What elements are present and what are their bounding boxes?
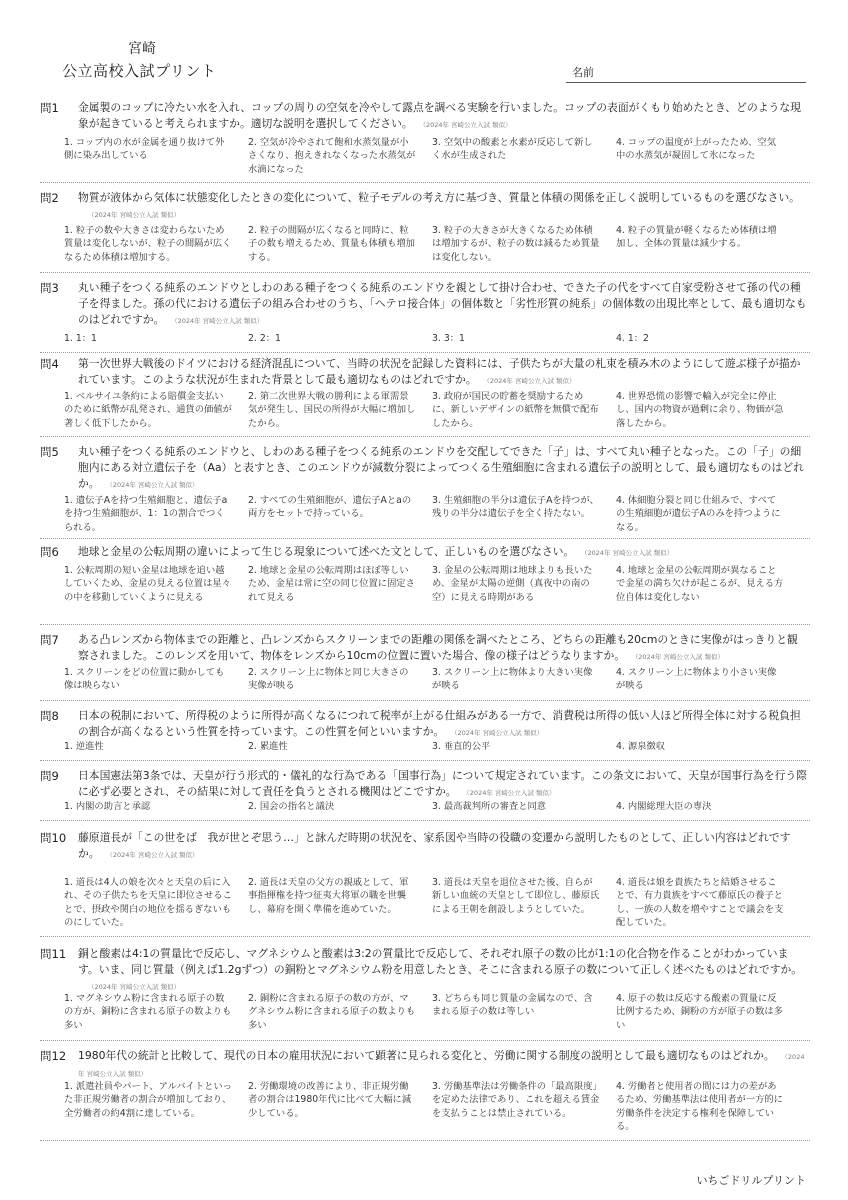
choice-option[interactable]: 4. 1：2 bbox=[616, 333, 649, 344]
choice-option[interactable]: 3. 生殖細胞の半分は遺伝子Aを持つが、残りの半分は遺伝子を全く持たない。 bbox=[432, 495, 599, 520]
choice-option[interactable]: 1. 公転周期の短い金星は地球を追い越していくため、金星の見える位置は星々の中を移動していくように見える bbox=[64, 565, 231, 603]
question-number: 問1 bbox=[40, 101, 59, 115]
divider bbox=[40, 182, 810, 183]
choice-option[interactable]: 1. 逆進性 bbox=[64, 741, 104, 752]
choice-option[interactable]: 3. 粒子の大きさが大きくなるため体積は増加するが、粒子の数は減るため質量は変化しない。 bbox=[432, 225, 600, 263]
choice-option[interactable]: 1. ベルサイユ条約による賠償金支払いのために紙幣が乱発され、通貨の価値が著しく低下したから。 bbox=[64, 391, 232, 429]
question-source: （2024年 宮崎公立入試 類似） bbox=[466, 789, 556, 797]
question-number: 問2 bbox=[40, 191, 59, 205]
choice-option[interactable]: 3. 労働基準法は労働条件の「最高限度」を定めた法律であり、これを超える賃金を支払うことは禁止されている。 bbox=[432, 1081, 600, 1119]
choice-option[interactable]: 3. 金星の公転周期は地球よりも長いため、金星が太陽の逆側（真夜中の南の空）に見える時期がある bbox=[432, 565, 593, 603]
divider bbox=[40, 700, 810, 701]
choice-option[interactable]: 2. 粒子の間隔が広くなると同時に、粒子の数も増えるため、質量も体積も増加する。 bbox=[248, 225, 415, 263]
choice-option[interactable]: 3. どちらも同じ質量の金属なので、含まれる原子の数は等しい bbox=[432, 993, 593, 1018]
question-source: （2024年 宮崎公立入試 類似） bbox=[635, 653, 724, 661]
question-text: ある凸レンズから物体までの距離と、凸レンズからスクリーンまでの距離の関係を調べたところ、どちらの距離も20cmのときに実像がはっきりと観察されました。このレンズを用いて、物体をレンズから10cmの位置に置いた場合、像の様子はどうなりますか。 （2024年 宮崎公立入試 類似） bbox=[78, 633, 798, 662]
choice-option[interactable]: 1. コップ内の水が金属を通り抜けて外側に染み出している bbox=[64, 137, 225, 162]
choice-option[interactable]: 3. 最高裁判所の審査と同意 bbox=[432, 801, 547, 812]
choice-option[interactable]: 2. 地球と金星の公転周期はほぼ等しいため、金星は常に空の同じ位置に固定されて見える bbox=[248, 565, 415, 603]
question-source: （2024年 宮崎公立入試 類似） bbox=[454, 729, 544, 737]
choice-option[interactable]: 4. 源泉徴収 bbox=[616, 741, 666, 752]
choice-option[interactable]: 4. 世界恐慌の影響で輸入が完全に停止し、国内の物資が過剰に余り、物価が急落したから。 bbox=[616, 391, 784, 429]
question-number: 問8 bbox=[40, 709, 59, 723]
divider bbox=[40, 1140, 810, 1141]
question-text: 藤原道長が「この世をば 我が世とぞ思う…」と詠んだ時期の状況を、家系図や当時の役職の変遷から説明したものとして、正しい内容はどれですか。 （2024年 宮崎公立入試 類似） bbox=[78, 831, 791, 860]
choice-option[interactable]: 2. 累進性 bbox=[248, 741, 288, 752]
question-number: 問5 bbox=[40, 445, 59, 459]
choice-option[interactable]: 3. 空気中の酸素と水素が反応して新しく水が生成された bbox=[432, 137, 593, 162]
choice-option[interactable]: 2. 道長は天皇の父方の親戚として、軍事指揮権を持つ征夷大将軍の職を世襲し、幕府を開く準備を進めていた。 bbox=[248, 877, 409, 915]
question-source: （2024年 宮崎公立入試 類似） bbox=[422, 121, 512, 129]
question-number: 問10 bbox=[40, 831, 67, 845]
divider bbox=[40, 352, 810, 353]
divider bbox=[40, 760, 810, 761]
choice-option[interactable]: 3. 3：1 bbox=[432, 333, 465, 344]
choice-option[interactable]: 3. 政府が国民の貯蓄を奨励するために、新しいデザインの紙幣を無償で配布したから。 bbox=[432, 391, 599, 429]
question-source: （2024年 宮崎公立入試 類似） bbox=[109, 481, 199, 489]
name-field[interactable] bbox=[566, 82, 806, 83]
question-text: 丸い種子をつくる純系のエンドウとしわのある種子をつくる純系のエンドウを親として掛け合わせ、できた子の代をすべて自家受粉させて孫の代の種子を得ました。孫の代における遺伝子の組み合わせのうち、「ヘテロ接合体」の個体数と「劣性形質の純系」の個体数の出現比率として、最も適切なものはどれですか。 （2024年 宮崎公立入試 類似） bbox=[78, 281, 807, 326]
choice-option[interactable]: 2. 2：1 bbox=[248, 333, 281, 344]
divider bbox=[40, 624, 810, 625]
divider bbox=[40, 936, 810, 937]
question-number: 問12 bbox=[40, 1049, 67, 1063]
name-label: 名前 bbox=[572, 66, 594, 79]
choice-option[interactable]: 1. 1：1 bbox=[64, 333, 97, 344]
divider bbox=[40, 538, 810, 539]
choice-option[interactable]: 4. 体細胞分裂と同じ仕組みで、すべての生殖細胞が遺伝子Aのみを持つようになる。 bbox=[616, 495, 781, 533]
choice-option[interactable]: 1. 派遣社員やパート、アルバイトといった非正規労働者の割合が増加しており、全労働者の約4割に達している。 bbox=[64, 1081, 233, 1119]
choice-option[interactable]: 4. 道長は娘を貴族たちと結婚させることで、有力貴族をすべて藤原氏の養子とし、一族の人数を増やすことで議会を支配していた。 bbox=[616, 877, 784, 929]
question-text: 地球と金星の公転周期の違いによって生じる現象について述べた文として、正しいものを選びなさい。 （2024年 宮崎公立入試 類似） bbox=[78, 545, 674, 558]
choice-option[interactable]: 2. すべての生殖細胞が、遺伝子Aとaの両方をセットで持っている。 bbox=[248, 495, 412, 520]
title-main: 公立高校入試プリント bbox=[62, 62, 217, 80]
choice-option[interactable]: 3. 垂直的公平 bbox=[432, 741, 491, 752]
question-source: （2024年 宮崎公立入試 類似） bbox=[486, 377, 576, 385]
question-text: 日本国憲法第3条では、天皇が行う形式的・儀礼的な行為である「国事行為」について規定されています。この条文において、天皇が国事行為を行う際に必ず必要とされ、その結果に対して責任を負うとされる機関はどこですか。 （2024年 宮崎公立入試 類似） bbox=[78, 769, 807, 798]
choice-option[interactable]: 4. 労働者と使用者の間には力の差があるため、労働基準法は使用者が一方的に労働条件を決定する権利を保障している。 bbox=[616, 1081, 783, 1133]
divider bbox=[40, 436, 810, 437]
divider bbox=[40, 1040, 810, 1041]
choice-option[interactable]: 4. 内閣総理大臣の専決 bbox=[616, 801, 712, 812]
choice-option[interactable]: 1. 内閣の助言と承認 bbox=[64, 801, 151, 812]
choice-option[interactable]: 4. スクリーン上に物体より小さい実像が映る bbox=[616, 667, 777, 692]
choice-option[interactable]: 1. 道長は4人の娘を次々と天皇の后に入れ、その子供たちを天皇に即位させることで、摂政や関白の地位を揺るぎないものにしていた。 bbox=[64, 877, 232, 929]
question-source: （2024年 宮崎公立入試 類似） bbox=[109, 851, 199, 859]
divider bbox=[40, 272, 810, 273]
choice-option[interactable]: 1. マグネシウム粉に含まれる原子の数の方が、銅粉に含まれる原子の数よりも多い bbox=[64, 993, 232, 1031]
choice-option[interactable]: 2. スクリーン上に物体と同じ大きさの実像が映る bbox=[248, 667, 409, 692]
title-prefecture: 宮崎 bbox=[128, 41, 156, 57]
choice-option[interactable]: 4. 粒子の質量が軽くなるため体積は増加し、全体の質量は減少する。 bbox=[616, 225, 777, 250]
question-number: 問9 bbox=[40, 769, 59, 783]
question-number: 問11 bbox=[40, 947, 67, 961]
choice-option[interactable]: 1. スクリーンをどの位置に動かしても像は映らない bbox=[64, 667, 225, 692]
choice-option[interactable]: 4. コップの温度が上がったため、空気中の水蒸気が凝固して氷になった bbox=[616, 137, 777, 162]
choice-option[interactable]: 2. 空気が冷やされて飽和水蒸気量が小さくなり、抱えきれなくなった水蒸気が水滴になった bbox=[248, 137, 416, 175]
choice-option[interactable]: 2. 第二次世界大戦の勝利による軍需景気が発生し、国民の所得が大幅に増加したから。 bbox=[248, 391, 416, 429]
question-text: 金属製のコップに冷たい水を入れ、コップの周りの空気を冷やして露点を調べる実験を行いました。コップの表面がくもり始めたとき、どのような現象が起きていると考えられますか。適切な説明を選択してください。 （2024年 宮崎公立入試 類似） bbox=[78, 101, 801, 130]
question-text: 丸い種子をつくる純系のエンドウと、しわのある種子をつくる純系のエンドウを交配してできた「子」は、すべて丸い種子となった。この「子」の細胞内にある対立遺伝子を（Aa）と表すとき、このエンドウが減数分裂によってつくる生殖細胞に含まれる遺伝子の説明として、最も適切なものはどれか。 （2024年 宮崎公立入試 類似） bbox=[78, 445, 804, 490]
worksheet-header bbox=[0, 0, 848, 92]
question-text: 日本の税制において、所得税のように所得が高くなるにつれて税率が上がる仕組みがある一方で、消費税は所得の低い人ほど所得全体に対する税負担の割合が高くなるという性質を持っています。この性質を何といいますか。 （2024年 宮崎公立入試 類似） bbox=[78, 709, 801, 738]
question-source: （2024年 宮崎公立入試 類似） bbox=[88, 983, 181, 991]
question-number: 問3 bbox=[40, 281, 59, 295]
choice-option[interactable]: 1. 遺伝子Aを持つ生殖細胞と、遺伝子aを持つ生殖細胞が、1：1の割合でつくられる。 bbox=[64, 495, 228, 533]
question-source: （2024年 宮崎公立入試 類似） bbox=[584, 549, 674, 557]
choice-option[interactable]: 4. 原子の数は反応する酸素の質量に反比例するため、銅粉の方が原子の数は多い bbox=[616, 993, 783, 1031]
question-source: （2024年 宮崎公立入試 類似） bbox=[174, 317, 264, 325]
question-number: 問4 bbox=[40, 357, 59, 371]
question-text: 物質が液体から気体に状態変化したときの変化について、粒子モデルの考え方に基づき、質量と体積の関係を正しく説明しているものを選びなさい。（2024年 宮崎公立入試 類似） bbox=[78, 191, 800, 219]
choice-option[interactable]: 2. 国会の指名と議決 bbox=[248, 801, 335, 812]
question-number: 問6 bbox=[40, 545, 59, 559]
question-source: （2024年 宮崎公立入試 類似） bbox=[78, 1053, 805, 1078]
question-text: 第一次世界大戦後のドイツにおける経済混乱について、当時の状況を記録した資料には、子供たちが大量の札束を積み木のようにして遊ぶ様子が描かれています。このような状況が生まれた背景として最も適切なものはどれですか。 （2024年 宮崎公立入試 類似） bbox=[78, 357, 801, 386]
choice-option[interactable]: 1. 粒子の数や大きさは変わらないため質量は変化しないが、粒子の間隔が広くなるため体積は増加する。 bbox=[64, 225, 232, 263]
divider bbox=[40, 820, 810, 821]
question-source: （2024年 宮崎公立入試 類似） bbox=[88, 211, 181, 219]
choice-option[interactable]: 2. 労働環境の改善により、非正規労働者の割合は1980年代に比べて大幅に減少している。 bbox=[248, 1081, 412, 1119]
choice-option[interactable]: 3. 道長は天皇を退位させた後、自らが新しい血統の天皇として即位し、藤原氏による王朝を創設しようとしていた。 bbox=[432, 877, 600, 915]
question-text: 銅と酸素は4:1の質量比で反応し、マグネシウムと酸素は3:2の質量比で反応して、それぞれ原子の数の比が1:1の化合物を作ることがわかっています。いま、同じ質量（例えば1.2gずつ）の銅粉とマグネシウム粉を用意したとき、そこに含まれる原子の数について正しく述べたものはどれですか。（2024年 宮崎公立入試 類似） bbox=[78, 947, 803, 991]
footer-brand: いちごドリルプリント bbox=[696, 1174, 806, 1187]
question-number: 問7 bbox=[40, 633, 59, 647]
choice-option[interactable]: 3. スクリーン上に物体より大きい実像が映る bbox=[432, 667, 593, 692]
choice-option[interactable]: 2. 銅粉に含まれる原子の数の方が、マグネシウム粉に含まれる原子の数よりも多い bbox=[248, 993, 416, 1031]
question-text: 1980年代の統計と比較して、現代の日本の雇用状況において顕著に見られる変化と、労働に関する制度の説明として最も適切なものはどれか。 （2024年 宮崎公立入試 類似） bbox=[78, 1049, 805, 1078]
choice-option[interactable]: 4. 地球と金星の公転周期が異なることで金星の満ち欠けが起こるが、見える方位自体は変化しない bbox=[616, 565, 784, 603]
